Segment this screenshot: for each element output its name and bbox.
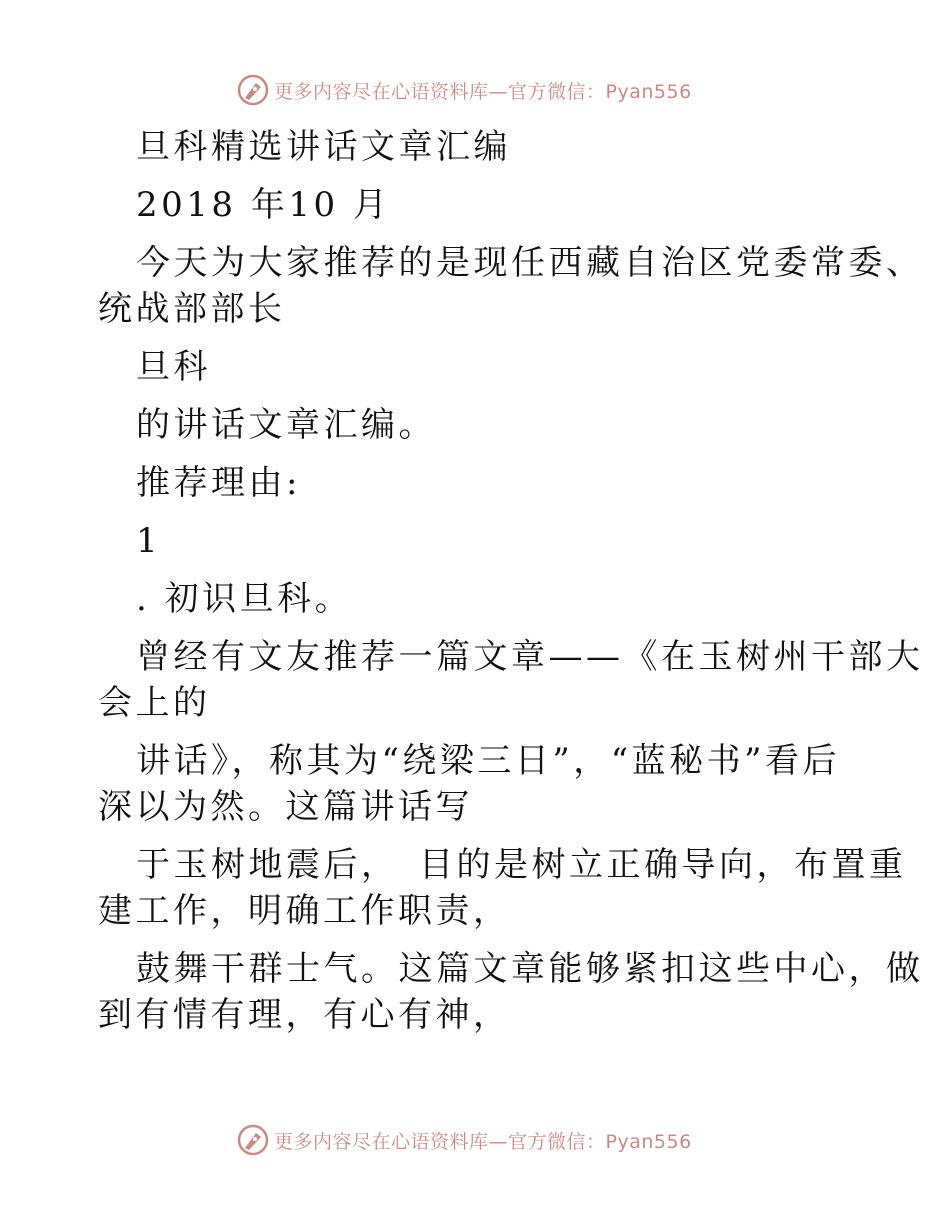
pen-nib-logo-icon — [236, 1123, 270, 1157]
paragraph-line: 到有情有理，有心有神， — [98, 995, 511, 1035]
paragraph-line: 建工作，明确工作职责， — [98, 891, 511, 931]
paragraph-line: 旦科 — [136, 347, 211, 387]
watermark-text: 更多内容尽在心语资料库—官方微信：Pyan556 — [274, 1130, 692, 1153]
paragraph-line: 统战部部长 — [98, 289, 286, 329]
paragraph-line: 今天为大家推荐的是现任西藏自治区党委常委、 — [136, 243, 924, 283]
paragraph-line: 会上的 — [98, 683, 211, 723]
paragraph-line: 鼓舞干群士气。这篇文章能够紧扣这些中心，做 — [136, 949, 924, 989]
document-date: 2018 年10 月 — [136, 185, 391, 225]
footer-watermark — [236, 1122, 692, 1158]
document-title: 旦科精选讲话文章汇编 — [136, 127, 511, 167]
paragraph-line: 深以为然。这篇讲话写 — [98, 787, 473, 827]
section-heading: 推荐理由: — [136, 463, 301, 503]
paragraph-line: 于玉树地震后， 目的是树立正确导向，布置重 — [136, 845, 907, 885]
paragraph-line: 曾经有文友推荐一篇文章——《在玉树州干部大 — [136, 637, 924, 677]
list-number: 1 — [136, 521, 162, 561]
document-body — [98, 124, 924, 1038]
paragraph-line: 的讲话文章汇编。 — [136, 405, 436, 445]
list-item-heading: . 初识旦科。 — [136, 579, 353, 619]
watermark-text: 更多内容尽在心语资料库—官方微信：Pyan556 — [274, 80, 692, 103]
header-watermark — [236, 72, 692, 108]
pen-nib-logo-icon — [236, 73, 270, 107]
paragraph-line: 讲话》，称其为“绕梁三日”，“蓝秘书”看后 — [136, 741, 841, 781]
